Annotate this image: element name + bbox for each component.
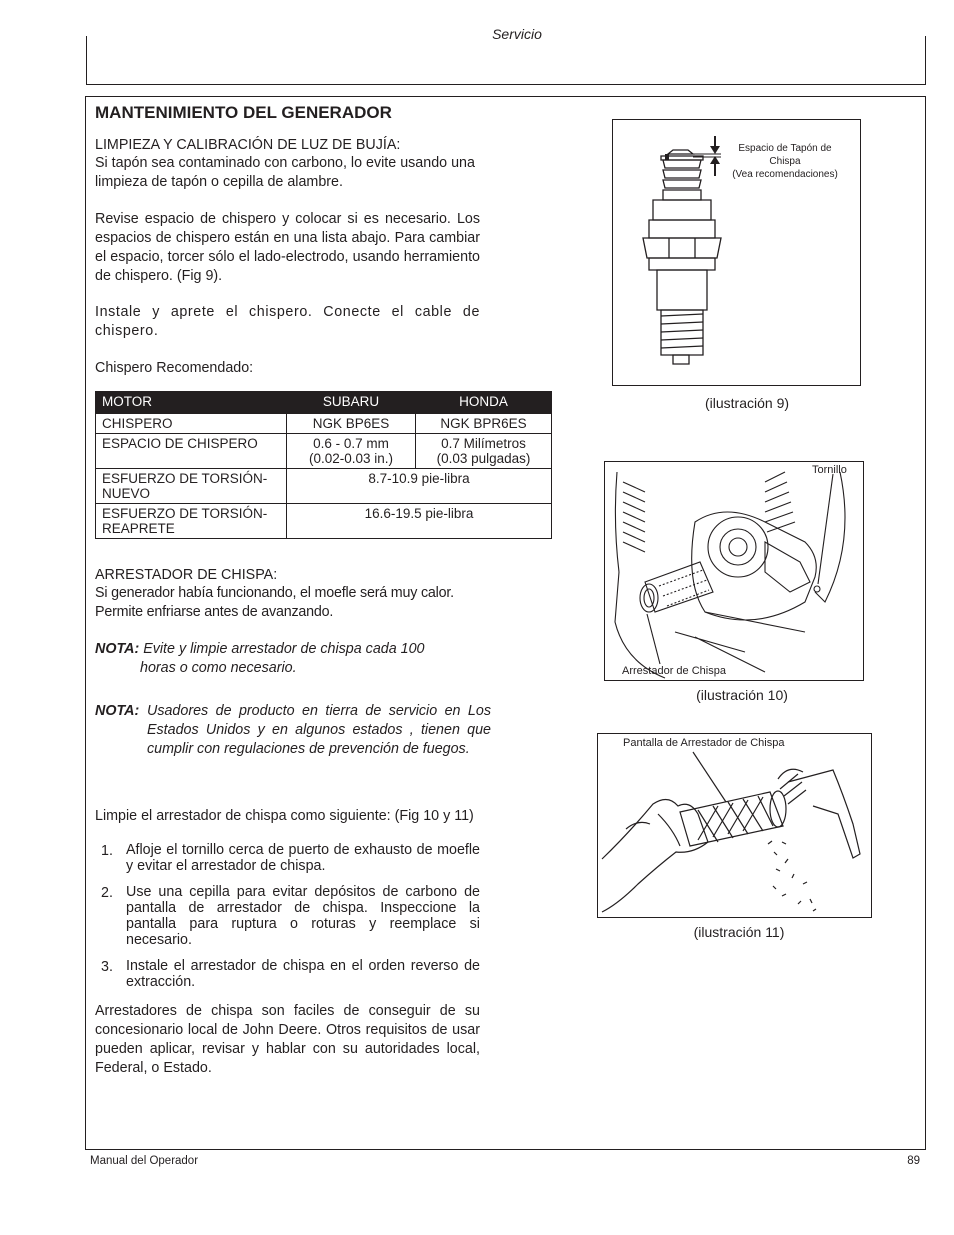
page-number: 89 (907, 1155, 920, 1167)
arrestor-heading: ARRESTADOR DE CHISPA: (95, 567, 278, 583)
gap-label-line: Espacio de Tapón de (738, 143, 832, 154)
figure-11-caption: (ilustración 11) (693, 924, 785, 940)
figure-9 (612, 119, 861, 386)
spark-heading: LIMPIEZA Y CALIBRACIÓN DE LUZ DE BUJÍA: (95, 137, 401, 153)
table-cell: 16.6-19.5 pie-libra (287, 504, 552, 539)
table-header: HONDA (416, 392, 552, 414)
figure-10-caption: (ilustración 10) (696, 687, 788, 703)
table-cell (287, 434, 416, 469)
tornillo-label: Tornillo (812, 464, 847, 476)
note-label-text: NOTA: (95, 703, 140, 719)
cell-line: REAPRETE (102, 521, 175, 536)
table-cell (96, 469, 287, 504)
gap-label (725, 142, 845, 181)
step-text: Afloje el tornillo cerca de puerto de exhausto de moefle y evitar el arrestador de chispa. (126, 842, 480, 874)
arrestador-label: Arrestador de Chispa (622, 665, 726, 677)
table-row (96, 469, 552, 504)
table-header-row (96, 392, 552, 414)
spark-paragraph-3: Instale y aprete el chispero. Conecte el cable de chispero. (95, 304, 480, 339)
spark-plug-table (95, 391, 552, 539)
footer-manual: Manual del Operador (90, 1155, 199, 1167)
table-cell: NGK BP6ES (287, 414, 416, 434)
cell-line: NUEVO (102, 486, 151, 501)
step-text: Instale el arrestador de chispa en el orden reverso de extracción. (126, 958, 480, 990)
note-1-continued: horas o como necesario. (140, 660, 297, 676)
page-title: MANTENIMIENTO DEL GENERADOR (95, 103, 392, 122)
clean-intro: Limpie el arrestador de chispa como siguiente: (Fig 10 y 11) (95, 808, 474, 824)
table-cell (416, 434, 552, 469)
cell-line: ESFUERZO DE TORSIÓN- (102, 471, 268, 486)
step-number: 1. (101, 843, 113, 859)
cell-line: 0.7 Milímetros (441, 436, 526, 451)
figure-11 (597, 733, 872, 918)
step-number: 3. (101, 959, 113, 975)
recommended-label: Chispero Recomendado: (95, 360, 254, 376)
header-frame (86, 36, 926, 85)
table-cell: 8.7-10.9 pie-libra (287, 469, 552, 504)
pantalla-label: Pantalla de Arrestador de Chispa (623, 737, 785, 749)
note-label (95, 702, 140, 721)
cell-line: (0.03 pulgadas) (436, 451, 531, 466)
step-number: 2. (101, 885, 113, 901)
figure-10 (604, 461, 864, 681)
table-cell (96, 504, 287, 539)
table-cell: ESPACIO DE CHISPERO (96, 434, 287, 469)
note-1 (95, 640, 495, 659)
table-cell: CHISPERO (96, 414, 287, 434)
closing-paragraph: Arrestadores de chispa son faciles de conseguir de su concesionario local de John Deere. Otros requisitos de usar pueden aplicar, revisar y hablar con su autoridades local, Federal, o Estado. (95, 1003, 480, 1076)
note-text: Evite y limpie arrestador de chispa cada 100 (143, 641, 425, 657)
cell-line: 0.6 - 0.7 mm (313, 436, 389, 451)
spark-paragraph-1: Si tapón sea contaminado con carbono, lo evite usando una limpieza de tapón o cepilla de alambre. (95, 155, 475, 190)
step-text: Use una cepilla para evitar depósitos de carbono de pantalla de arrestador de chispa. Inspeccione la pantalla para ruptura o roturas y reemplace si necesario. (126, 884, 480, 948)
cell-line: (0.02-0.03 in.) (308, 451, 394, 466)
gap-label-line: (Vea recomendaciones) (732, 169, 838, 180)
cell-line: ESFUERZO DE TORSIÓN- (102, 506, 268, 521)
brush-cleaning-illustration (598, 734, 871, 917)
section-title: Servicio (492, 26, 542, 42)
table-cell: NGK BPR6ES (416, 414, 552, 434)
table-row (96, 434, 552, 469)
note-2-text: Usadores de producto en tierra de servicio en Los Estados Unidos y en algunos estados , tienen que cumplir con regulaciones de prevención de fuegos. (147, 703, 491, 757)
table-row (96, 504, 552, 539)
table-header: MOTOR (96, 392, 287, 414)
figure-9-caption: (ilustración 9) (704, 395, 790, 411)
muffler-illustration (605, 462, 863, 680)
table-row (96, 414, 552, 434)
arrestor-paragraph: Si generador había funcionando, el moefle será muy calor. Permite enfriarse antes de avanzando. (95, 585, 454, 620)
spark-paragraph-2: Revise espacio de chispero y colocar si es necesario. Los espacios de chispero están en una lista abajo. Para cambiar el espacio, torcer sólo el lado-electrodo, usando herramiento de chispero. (Fig 9). (95, 211, 480, 284)
note-label: NOTA: (95, 641, 140, 657)
table-header: SUBARU (287, 392, 416, 414)
gap-label-line: Chispa (769, 156, 801, 167)
